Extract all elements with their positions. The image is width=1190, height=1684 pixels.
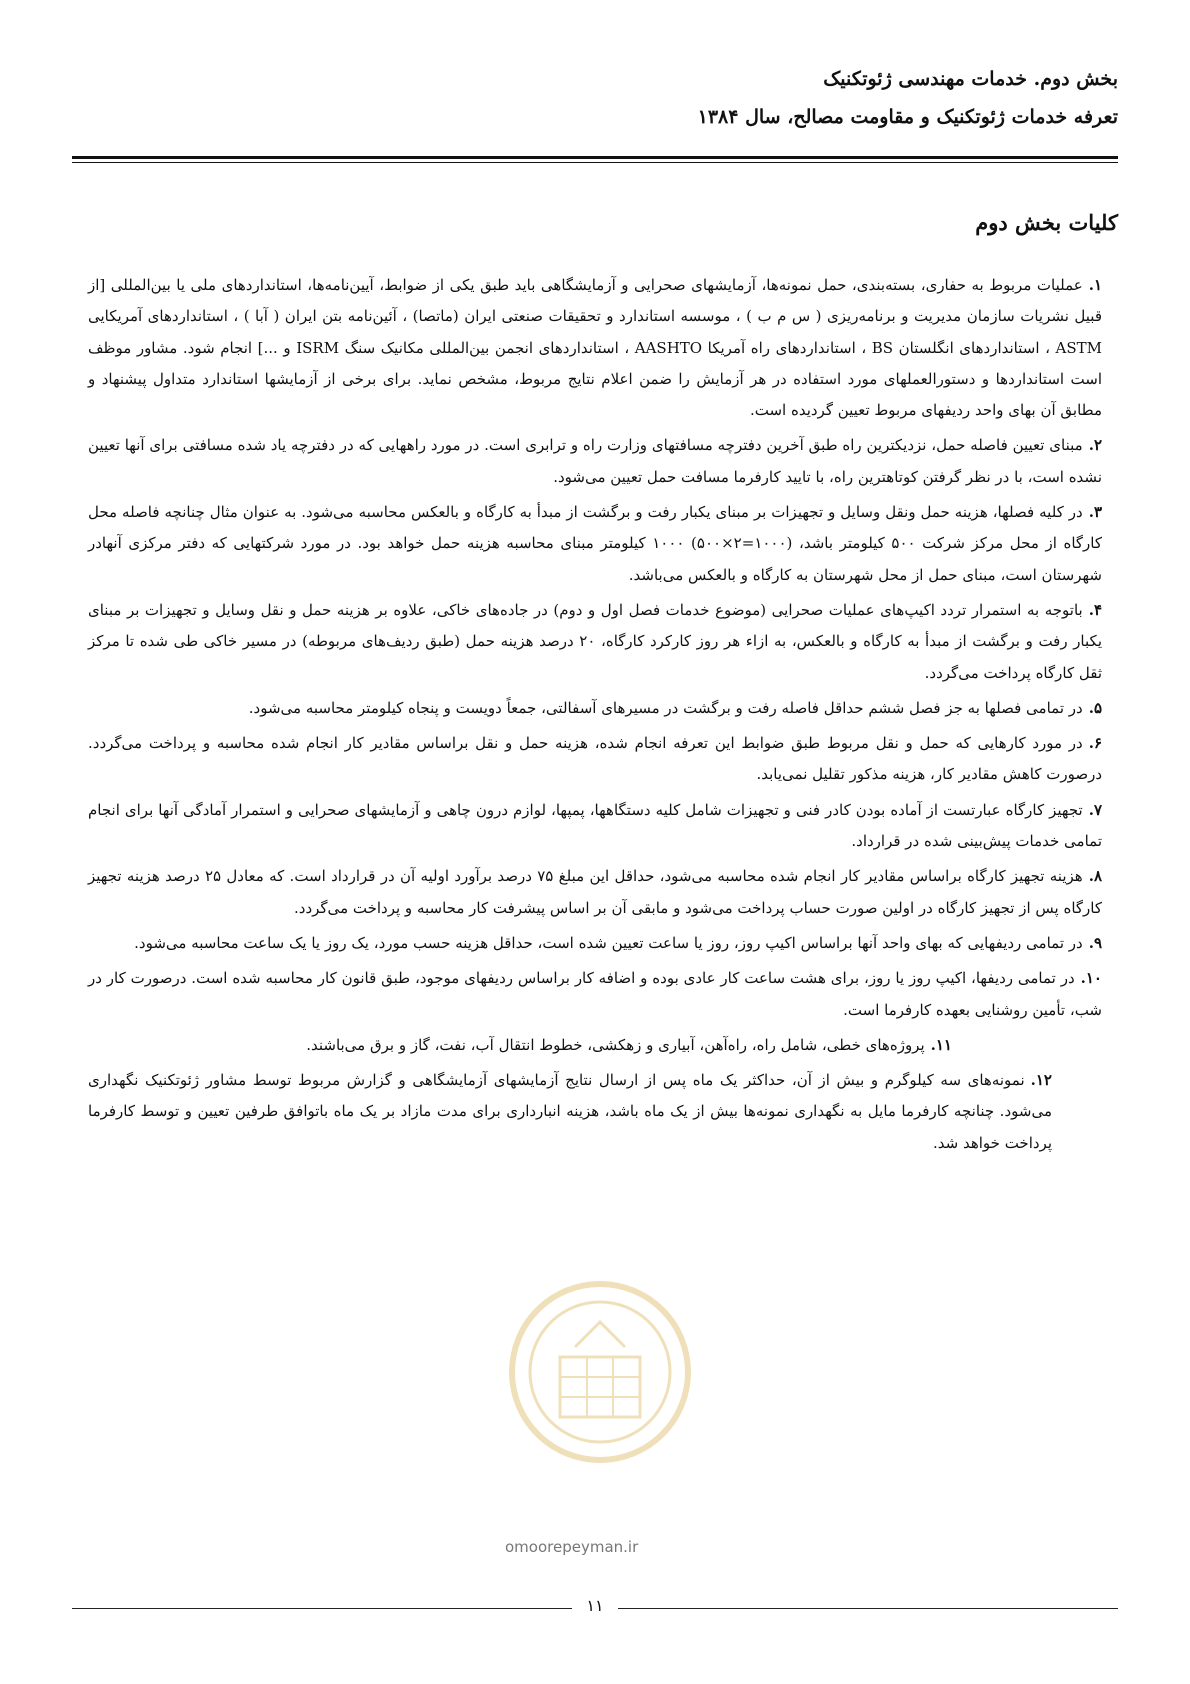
paragraph-text: نمونه‌های سه کیلوگرم و بیش از آن، حداکثر یک ماه پس از ارسال نتایج آزمایشهای آزمایشگاهی و گزارش مربوط توسط مشاور ژئوتکنیک نگهداری می‌شود. چنانچه کارفرما مایل به نگهداری نمونه‌ها بیش از یک ماه باشد، هزینه انبارداری برای مدت مازاد بر یک ماه باتوافق طرفین تعیین و توسط کارفرما پرداخت خواهد شد.	[88, 1071, 1052, 1152]
paragraph-number: ۹.	[1088, 933, 1102, 952]
paragraph-number: ۱۱.	[930, 1035, 952, 1054]
header-rule-thin	[72, 162, 1118, 163]
watermark-logo	[505, 1262, 695, 1472]
paragraph-text: در تمامی ردیفها، اکیپ روز یا روز، برای هشت ساعت کار عادی بوده و اضافه کار براساس ردیفهای موجود، طبق قانون کار محاسبه شده است. درصورت کار در شب، تأمین روشنایی بعهده کارفرما است.	[88, 969, 1102, 1019]
paragraph-text: در تمامی فصلها به جز فصل ششم حداقل فاصله رفت و برگشت در مسیرهای آسفالتی، جمعاً دویست و پنجاه کیلومتر محاسبه می‌شود.	[248, 698, 1083, 717]
paragraph-number: ۷.	[1088, 800, 1102, 819]
paragraph-5	[88, 693, 1102, 724]
paragraph-6	[88, 728, 1102, 791]
paragraph-12	[88, 1065, 1102, 1159]
footer-rule-left	[72, 1608, 572, 1609]
paragraph-text: در تمامی ردیفهایی که بهای واحد آنها براساس اکیپ روز، روز یا ساعت تعیین شده است، حداقل هزینه حسب مورد، یک روز یا یک ساعت محاسبه می‌شود.	[134, 933, 1083, 952]
paragraph-11	[88, 1030, 1102, 1061]
header-document-title: تعرفه خدمات ژئوتکنیک و مقاومت مصالح، سال ۱۳۸۴	[697, 106, 1118, 128]
paragraph-4	[88, 595, 1102, 689]
footer-rule-right	[618, 1608, 1118, 1609]
paragraph-3	[88, 497, 1102, 591]
watermark-url: omoorepeyman.ir	[505, 1538, 639, 1556]
page-number: ۱۱	[586, 1596, 604, 1615]
paragraph-text: هزینه تجهیز کارگاه براساس مقادیر کار انجام شده محاسبه می‌شود، حداقل این مبلغ ۷۵ درصد برآورد اولیه آن در قرارداد است. که معادل ۲۵ درصد هزینه تجهیز کارگاه پس از تجهیز کارگاه در اولین صورت حساب پرداخت می‌شود و مابقی آن بر اساس پیشرفت کار محاسبه و پرداخت می‌گردد.	[88, 867, 1102, 917]
paragraph-number: ۶.	[1088, 734, 1102, 753]
paragraph-number: ۵.	[1088, 698, 1102, 717]
paragraph-number: ۱۰.	[1080, 969, 1102, 988]
paragraph-text: باتوجه به استمرار تردد اکیپ‌های عملیات صحرایی (موضوع خدمات فصل اول و دوم) در جاده‌های خاکی، علاوه بر هزینه حمل و نقل وسایل و تجهیزات بر مبنای یکبار رفت و برگشت از مبدأ به کارگاه و بالعکس، به ازاء هر روز کارکرد کارگاه، ۲۰ درصد هزینه حمل (طبق ردیف‌های مربوطه) در مسیر خاکی طی شده تا مرکز ثقل کارگاه پرداخت می‌گردد.	[88, 600, 1102, 682]
section-heading: کلیات بخش دوم	[975, 210, 1118, 235]
paragraph-number: ۸.	[1088, 867, 1102, 886]
header-rule-thick	[72, 156, 1118, 159]
paragraph-7	[88, 795, 1102, 858]
page-header	[72, 62, 1118, 134]
paragraph-text: در مورد کارهایی که حمل و نقل مربوط طبق ضوابط این تعرفه انجام شده، هزینه حمل و نقل براساس مقادیر کار انجام شده محاسبه و پرداخت می‌گردد. درصورت کاهش مقادیر کار، هزینه مذکور تقلیل نمی‌یابد.	[88, 734, 1102, 784]
paragraph-2	[88, 430, 1102, 493]
paragraph-number: ۴.	[1088, 600, 1102, 619]
paragraph-number: ۱۲.	[1030, 1071, 1052, 1090]
paragraph-text: تجهیز کارگاه عبارتست از آماده بودن کادر فنی و تجهیزات شامل کلیه دستگاهها، پمپها، لوازم درون چاهی و آزمایشهای صحرایی و استمرار آمادگی آنها برای انجام تمامی خدمات پیش‌بینی شده در قرارداد.	[88, 800, 1102, 851]
paragraph-text: عملیات مربوط به حفاری، بسته‌بندی، حمل نمونه‌ها، آزمایشهای صحرایی و آزمایشگاهی باید طبق یکی از ضوابط، آیین‌نامه‌ها، استانداردهای ملی یا بین‌المللی [از قبیل نشریات سازمان مدیریت و برنامه‌ریزی ( س م ب ) ، موسسه استاندارد و تحقیقات صنعتی ایران (ماتصا) ، آئین‌نامه بتن ایران ( آبا ) ، استانداردهای آمریکایی ASTM ، استانداردهای انگلستان BS ، استانداردهای راه آمریکا AASHTO ، استانداردهای انجمن بین‌المللی مکانیک سنگ ISRM و ...] انجام شود. مشاور موظف است استانداردها و دستورالعملهای مورد استفاده در هر آزمایش را ضمن اعلام نتایج مربوط، مشخص نماید. برای برخی از آزمایشها استاندارد متداول پیشنهاد و مطابق آن بهای واحد ردیفهای مربوط تعیین گردیده است.	[88, 276, 1102, 420]
header-section-title: بخش دوم. خدمات مهندسی ژئوتکنیک	[823, 68, 1118, 90]
paragraph-1	[88, 270, 1102, 426]
paragraph-text: در کلیه فصلها، هزینه حمل ونقل وسایل و تجهیزات بر مبنای یکبار رفت و برگشت از مبدأ به کارگاه و بالعکس محاسبه می‌شود. به عنوان مثال چنانچه فاصله محل کارگاه از محل مرکز شرکت ۵۰۰ کیلومتر باشد، (۱۰۰۰=۲×۵۰۰) ۱۰۰۰ کیلومتر مبنای محاسبه هزینه حمل خواهد بود. در مورد شرکتهایی که دفتر مرکزی آنهادر شهرستان است، مبنای حمل از محل شهرستان به کارگاه و بالعکس می‌باشد.	[88, 503, 1102, 584]
paragraph-10	[88, 963, 1102, 1026]
paragraph-list	[88, 270, 1102, 1163]
paragraph-9	[88, 928, 1102, 959]
paragraph-number: ۲.	[1088, 436, 1102, 455]
paragraph-number: ۳.	[1088, 503, 1102, 522]
paragraph-number: ۱.	[1088, 276, 1102, 294]
paragraph-8	[88, 861, 1102, 924]
paragraph-text: پروژه‌های خطی، شامل راه، راه‌آهن، آبیاری و زهکشی، خطوط انتقال آب، نفت، گاز و برق می‌باشند.	[306, 1035, 925, 1054]
paragraph-text: مبنای تعیین فاصله حمل، نزدیکترین راه طبق آخرین دفترچه مسافتهای وزارت راه و ترابری است. در مورد راههایی که در دفترچه یاد شده مسافتی برای آنها تعیین نشده است، با در نظر گرفتن کوتاهترین راه، با تایید کارفرما مسافت حمل تعیین می‌شود.	[88, 436, 1102, 486]
